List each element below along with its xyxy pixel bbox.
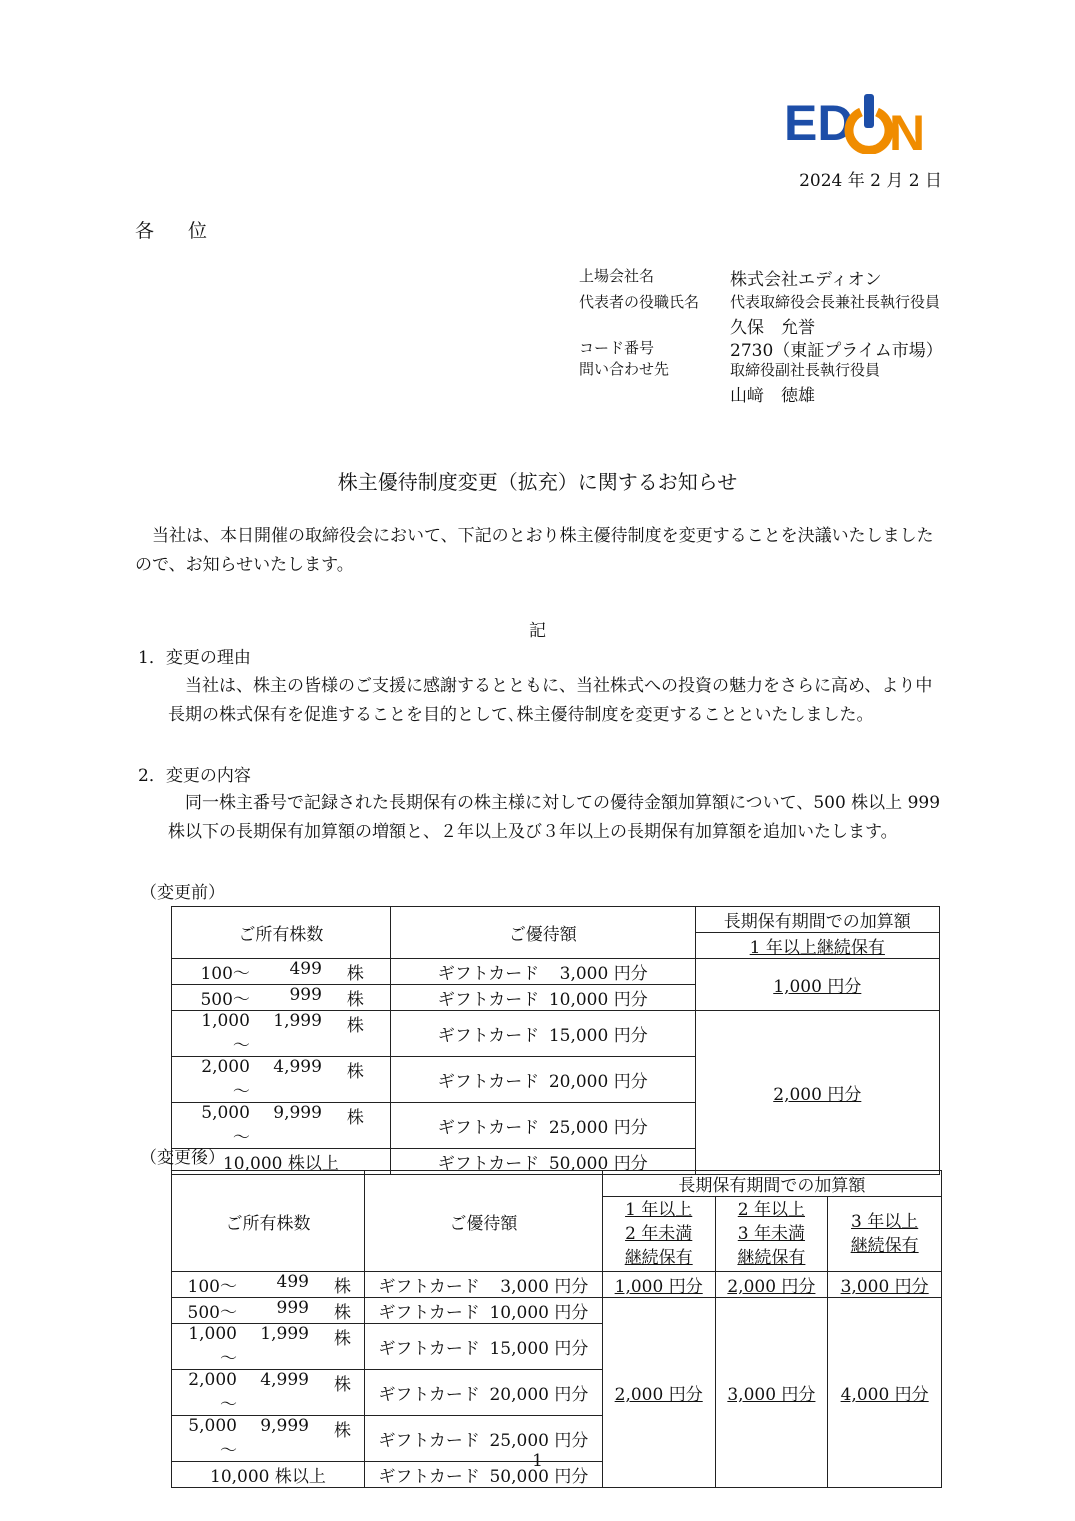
before-add-a: 1,000 円分 bbox=[695, 959, 939, 1011]
table-row: 500～ 999 株 ギフトカード 10,000 円分 2,000 円分 3,000 円分 4,000 円分 bbox=[172, 1298, 942, 1324]
after-header-1to2yr: 1 年以上 2 年未満 継続保有 bbox=[602, 1197, 715, 1272]
info-value-representative-name: 久保 允誉 bbox=[730, 318, 815, 338]
power-icon bbox=[849, 94, 889, 150]
info-value-contact-name: 山﨑 徳雄 bbox=[730, 386, 815, 406]
after-caption: （変更後） bbox=[140, 1148, 225, 1168]
addressee: 各 位 bbox=[135, 220, 222, 242]
table-row: 5,000～ 9,999 株 ギフトカード 25,000 円分 bbox=[172, 1103, 940, 1149]
after-header-long: 長期保有期間での加算額 bbox=[602, 1171, 941, 1197]
info-value-code: 2730（東証プライム市場） bbox=[730, 341, 943, 361]
page-number: 1 bbox=[532, 1451, 543, 1471]
table-row: 2,000～ 4,999 株 ギフトカード 20,000 円分 bbox=[172, 1057, 940, 1103]
info-value-contact-title: 取締役副社長執行役員 bbox=[730, 361, 881, 379]
after-add-3yr: 4,000 円分 bbox=[828, 1298, 942, 1488]
before-header-shares: ご所有株数 bbox=[172, 907, 391, 959]
before-header-1yr: 1 年以上継続保有 bbox=[695, 933, 939, 959]
section1-heading: 1．変更の理由 bbox=[138, 648, 251, 668]
document-title: 株主優待制度変更（拡充）に関するお知らせ bbox=[337, 470, 738, 494]
intro-paragraph: 当社は、本日開催の取締役会において、下記のとおり株主優待制度を変更することを決議いたしましたので、お知らせいたします。 bbox=[135, 526, 934, 575]
table-row: 500～ 999 株 ギフトカード 10,000 円分 bbox=[172, 985, 940, 1011]
info-label-code: コード番号 bbox=[579, 339, 655, 357]
after-header-3yr: 3 年以上 継続保有 bbox=[828, 1197, 942, 1272]
before-header-benefit: ご優待額 bbox=[390, 907, 695, 959]
table-row: 5,000～ 9,999 株 ギフトカード 25,000 円分 bbox=[172, 1416, 942, 1462]
logo-text-ed: ED bbox=[784, 95, 854, 151]
after-header-shares: ご所有株数 bbox=[172, 1171, 365, 1272]
table-row: 1,000～ 1,999 株 ギフトカード 15,000 円分 2,000 円分 bbox=[172, 1011, 940, 1057]
after-add-1to2yr: 2,000 円分 bbox=[602, 1298, 715, 1488]
table-row: 10,000 株以上 ギフトカード 50,000 円分 bbox=[172, 1462, 942, 1488]
before-table bbox=[171, 906, 940, 1175]
section1-body: 当社は、株主の皆様のご支援に感謝するとともに、当社株式への投資の魅力をさらに高め、より中長期の株式保有を促進することを目的として､株主優待制度を変更することといたしました。 bbox=[168, 676, 933, 725]
table-row: 2,000～ 4,999 株 ギフトカード 20,000 円分 bbox=[172, 1370, 942, 1416]
table-row: 100～ 499 株 ギフトカード 3,000 円分 1,000 円分 2,000 円分 3,000 円分 bbox=[172, 1272, 942, 1298]
after-header-2to3yr: 2 年以上 3 年未満 継続保有 bbox=[715, 1197, 828, 1272]
table-row: 100～ 499 株 ギフトカード 3,000 円分 1,000 円分 bbox=[172, 959, 940, 985]
info-value-representative-title: 代表取締役会長兼社長執行役員 bbox=[730, 293, 941, 311]
ki-marker: 記 bbox=[529, 621, 546, 641]
document-date: 2024 年 2 月 2 日 bbox=[799, 171, 942, 191]
before-header-long: 長期保有期間での加算額 bbox=[695, 907, 939, 933]
section2-heading: 2．変更の内容 bbox=[138, 766, 251, 786]
after-table bbox=[171, 1170, 942, 1488]
before-caption: （変更前） bbox=[140, 883, 225, 903]
table-row: 10,000 株以上 ギフトカード 50,000 円分 bbox=[172, 1149, 940, 1175]
info-label-representative: 代表者の役職氏名 bbox=[579, 293, 700, 311]
before-add-b: 2,000 円分 bbox=[695, 1011, 939, 1175]
table-row: 1,000～ 1,999 株 ギフトカード 15,000 円分 bbox=[172, 1324, 942, 1370]
section2-body: 同一株主番号で記録された長期保有の株主様に対しての優待金額加算額について、500 株以上 999 株以下の長期保有加算額の増額と、２年以上及び３年以上の長期保有加算額を追加いたします。 bbox=[168, 793, 941, 842]
info-label-company: 上場会社名 bbox=[579, 267, 655, 285]
info-label-contact: 問い合わせ先 bbox=[579, 360, 670, 378]
logo-text-n: N bbox=[889, 105, 926, 154]
after-add-2to3yr: 3,000 円分 bbox=[715, 1298, 828, 1488]
after-header-benefit: ご優待額 bbox=[364, 1171, 602, 1272]
edion-logo bbox=[784, 92, 944, 154]
info-value-company: 株式会社エディオン bbox=[730, 270, 882, 290]
